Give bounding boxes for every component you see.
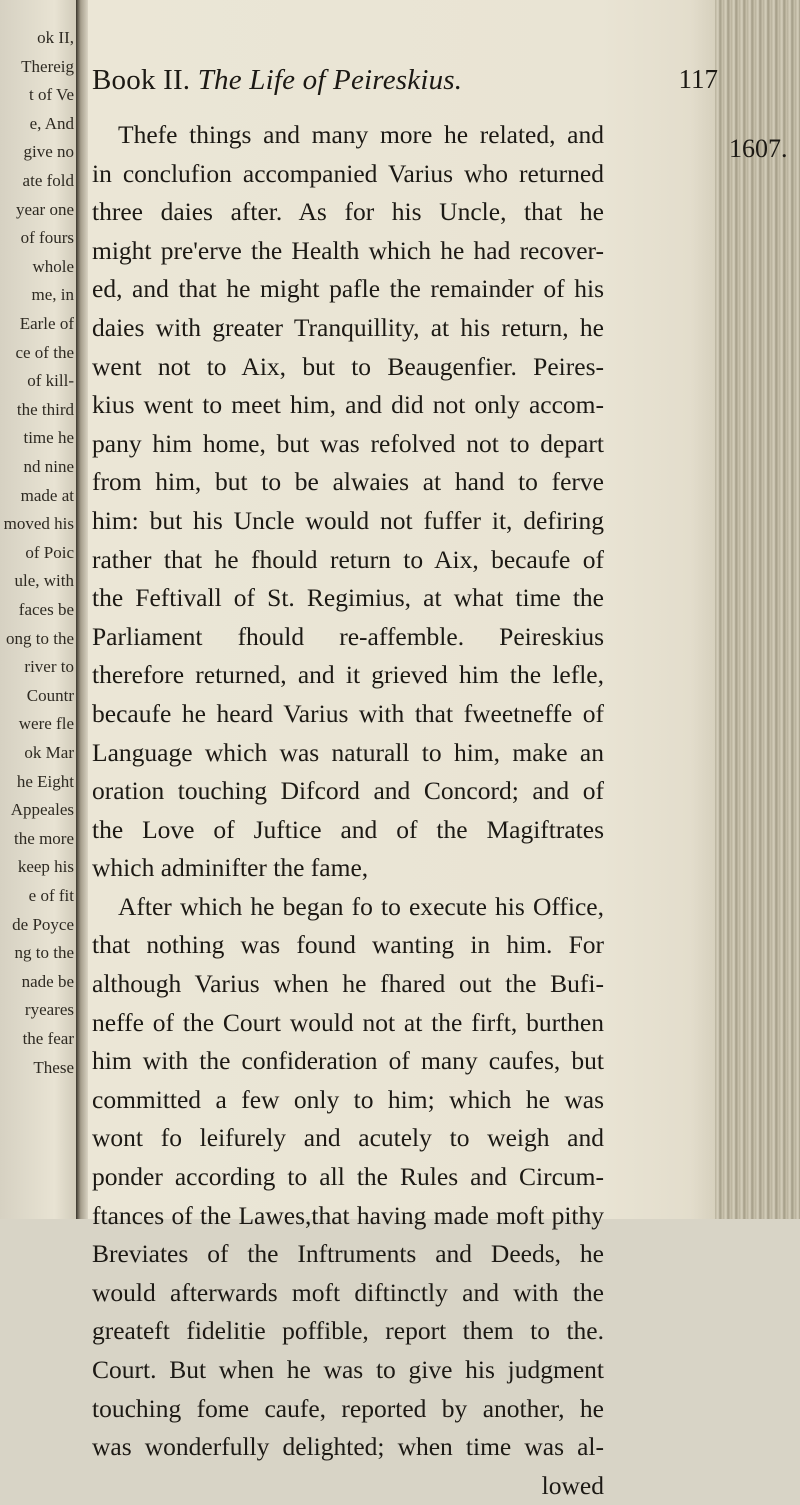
- text-line: which adminifter the fame,: [92, 853, 369, 883]
- facing-page-line: faces be: [18, 600, 74, 619]
- facing-page-line: Appeales: [10, 800, 74, 820]
- facing-page-line: e, And: [29, 113, 74, 133]
- facing-page-line: whole: [32, 256, 74, 276]
- text-line: neffe of the Court would not at the firft, burthen: [92, 1007, 604, 1037]
- facing-page-line: Thereig: [21, 56, 74, 76]
- running-head-title: The Life of Peireskius.: [197, 64, 463, 96]
- text-line: rather that he fhould return to Aix, becaufe of: [92, 544, 604, 574]
- text-line: greateft fidelitie poffible, report them to the.: [92, 1316, 604, 1346]
- text-line: three daies after. As for his Uncle, that he: [92, 197, 604, 227]
- text-line: would afterwards moft diftinctly and with the: [92, 1277, 604, 1307]
- text-line: kius went to meet him, and did not only accom-: [92, 390, 604, 420]
- text-line: Language which was naturall to him, make an: [92, 737, 604, 767]
- page-edge-stack: [715, 0, 800, 1219]
- text-line: ponder according to all the Rules and Circum-: [92, 1162, 604, 1192]
- page-number: 117: [678, 64, 718, 94]
- facing-page-line: ok II,: [37, 28, 74, 47]
- text-line: the Feftivall of St. Regimius, at what time the: [92, 583, 604, 613]
- text-line: might pre'erve the Health which he had recover-: [92, 235, 604, 265]
- facing-page-line: e of fit: [28, 886, 74, 905]
- text-line: from him, but to be alwaies at hand to ferve: [92, 467, 604, 497]
- facing-page-line: year one: [15, 199, 74, 219]
- text-line: him: but his Uncle would not fuffer it, defiring: [92, 505, 604, 535]
- page-header: [92, 62, 722, 106]
- text-line: committed a few only to him; which he was: [92, 1084, 604, 1114]
- text-line: therefore returned, and it grieved him the lefle,: [92, 660, 604, 690]
- text-line: wont fo leifurely and acutely to weigh and: [92, 1123, 604, 1153]
- text-line: the Love of Juftice and of the Magiftrates: [92, 814, 604, 844]
- text-line: pany him home, but was refolved not to depart: [92, 428, 604, 458]
- facing-page-line: ryeares: [24, 1000, 74, 1020]
- facing-page-line: the fear: [22, 1029, 74, 1048]
- facing-page-line: were fle: [18, 714, 74, 734]
- facing-page-line: ok Mar: [24, 743, 74, 762]
- facing-page-line: of fours: [20, 228, 74, 248]
- facing-page-line: ce of the: [15, 342, 74, 362]
- facing-page-line: moved his: [3, 514, 74, 534]
- running-head: [92, 64, 462, 97]
- text-line: went not to Aix, but to Beaugenfier. Peires-: [92, 351, 604, 381]
- facing-page-line: me, in: [31, 285, 74, 305]
- margin-year: 1607.: [729, 134, 788, 163]
- facing-page-line: ate fold: [22, 171, 74, 190]
- facing-page-line: ule, with: [14, 571, 74, 591]
- text-line: was wonderfully delighted; when time was al-: [92, 1432, 604, 1462]
- facing-page-line: time he: [23, 428, 74, 448]
- facing-page-line: of kill-: [27, 371, 74, 391]
- facing-page-line: nade be: [21, 971, 74, 991]
- text-line: in conclufion accompanied Varius who returned: [92, 158, 604, 188]
- text-line: After which he began fo to execute his Office,: [118, 891, 604, 921]
- text-line: touching fome caufe, reported by another, he: [92, 1393, 604, 1423]
- facing-page-line: t of Ve: [28, 85, 74, 105]
- facing-page-line: of Poic: [25, 542, 74, 562]
- text-line: although Varius when he fhared out the Bufi-: [92, 969, 604, 999]
- facing-page-line: river to: [24, 657, 74, 677]
- facing-page-line: give no: [23, 142, 74, 162]
- facing-page-line: ong to the: [6, 628, 74, 648]
- facing-page-line: the third: [16, 399, 74, 419]
- text-line: Breviates of the Inftruments and Deeds, he: [92, 1239, 604, 1269]
- text-line: ftances of the Lawes,that having made moft pithy: [92, 1200, 604, 1230]
- facing-page-fragment: [0, 0, 78, 1219]
- facing-page-line: made at: [20, 485, 74, 505]
- facing-page-line: ng to the: [14, 943, 74, 963]
- text-line: oration touching Difcord and Concord; and of: [92, 776, 604, 806]
- text-line: Parliament fhould re-affemble. Peireskius: [92, 621, 604, 651]
- running-head-book: Book II.: [92, 64, 191, 96]
- facing-page-line: nd nine: [23, 457, 74, 476]
- text-line: becaufe he heard Varius with that fweetneffe of: [92, 698, 604, 728]
- body-text: [92, 116, 722, 1505]
- facing-page-line: Earle of: [19, 314, 74, 333]
- facing-page-line: keep his: [17, 857, 74, 877]
- facing-page-line: Countr: [26, 685, 74, 705]
- text-line: that nothing was found wanting in him. For: [92, 930, 604, 960]
- text-line: daies with greater Tranquillity, at his return, he: [92, 312, 604, 342]
- text-line: ed, and that he might pafle the remainder of his: [92, 274, 604, 304]
- text-line: Court. But when he was to give his judgment: [92, 1355, 604, 1384]
- facing-page-line: he Eight: [16, 771, 74, 791]
- text-line: him with the confideration of many caufes, but: [92, 1046, 604, 1076]
- text-line: Thefe things and many more he related, and: [118, 120, 604, 149]
- catchword: lowed: [541, 1470, 604, 1500]
- book-page: [92, 62, 788, 1505]
- facing-page-line: These: [33, 1057, 74, 1077]
- book-gutter: [76, 0, 88, 1219]
- facing-page-line: the more: [14, 828, 74, 848]
- facing-page-line: de Poyce: [12, 914, 74, 934]
